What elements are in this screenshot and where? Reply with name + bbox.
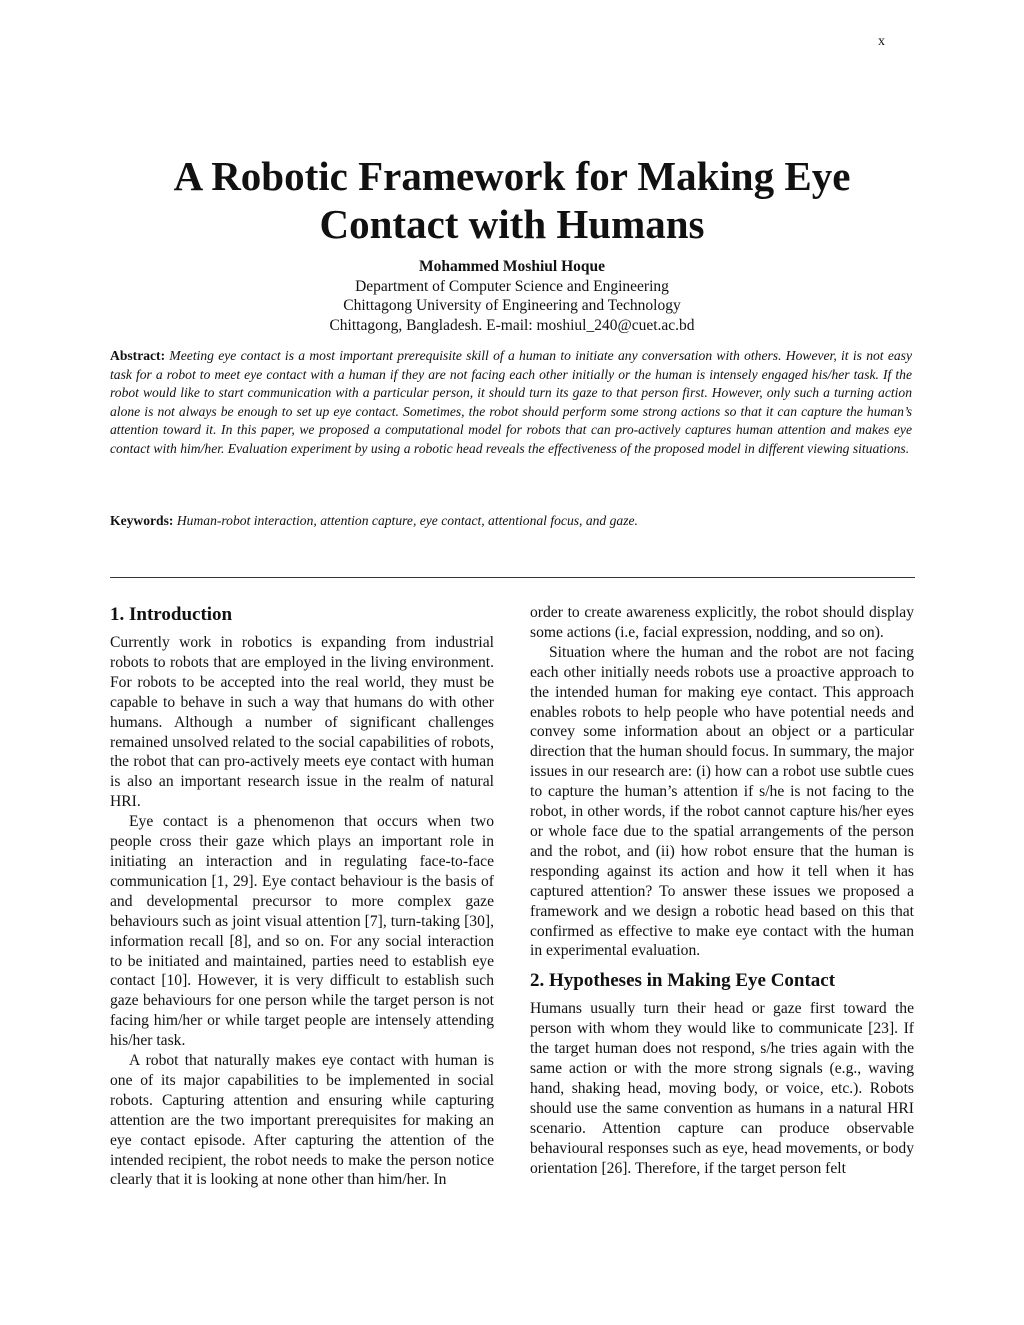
paper-title: A Robotic Framework for Making Eye Contact with Humans [173, 153, 851, 247]
author-block [110, 257, 914, 335]
intro-paragraph-2: Eye contact is a phenomenon that occurs when two people cross their gaze which plays an important role in initiating an interaction and in regulating face-to-face communication [1, 29]. Eye contact behaviour is the basis of and developmental precursor to more complex gaze behaviours such as joint visual attention [7], turn-taking [30], information recall [8], and so on. For any social interaction to be initiated and maintained, parties need to establish eye contact [10]. However, it is very difficult to establish such gaze behaviours for one person while the target person is not facing him/her or while target people are intensely attending his/her task. [110, 813, 494, 1050]
intro-paragraph-1: Currently work in robotics is expanding from industrial robots to robots that are employed in the living environment. For robots to be accepted into the real world, they must be capable to behave in such a way that humans do with other humans. Although a number of significant challenges remained unsolved related to the social capabilities of robots, the robot that can pro-actively meets eye contact with human is also an important research issue in the realm of natural HRI. [110, 634, 494, 811]
abstract-text: Meeting eye contact is a most important prerequisite skill of a human to initiate any conversation with others. However, it is not easy task for a robot to meet eye contact with a human if they are not facing each other initially or the human is intensely engaged his/her task. If the robot would like to start communication with a particular person, it should turn its gaze to that person first. However, only such a turning action alone is not always be enough to set up eye contact. Sometimes, the robot should perform some strong actions so that it can capture the human’s attention toward it. In this paper, we proposed a computational model for robots that can pro-actively captures human attention and makes eye contact with him/her. Evaluation experiment by using a robotic head reveals the effectiveness of the proposed model in different viewing situations. [110, 348, 913, 456]
intro-paragraph-4: order to create awareness explicitly, the robot should display some actions (i.e, facial expression, nodding, and so on). [530, 604, 914, 641]
hypotheses-heading: 2. Hypotheses in Making Eye Contact [530, 970, 836, 992]
keywords-label: Keywords: [110, 513, 174, 528]
section-divider [110, 577, 915, 578]
author-university: Chittagong University of Engineering and Technology [343, 297, 681, 314]
page-marker: x [878, 34, 885, 49]
intro-heading: 1. Introduction [110, 604, 233, 625]
author-name: Mohammed Moshiul Hoque [418, 258, 605, 275]
author-department: Department of Computer Science and Engineering [355, 277, 669, 295]
abstract-label: Abstract: [110, 348, 166, 363]
intro-paragraph-5: Situation where the human and the robot are not facing each other initially needs robots use a proactive approach to the intended human for making eye contact. This approach enables robots to help people who have potential needs and convey some information about an object or a particular direction that the human should focus. In summary, the major issues in our research are: (i) how can a robot use subtle cues to capture the human’s attention if s/he is not facing to the robot, in other words, if the robot cannot capture his/her eyes or whole face due to the spatial arrangements of the person and the robot, and (ii) how robot ensure that the human is responding against its action and how it tell when it has captured attention? To answer these issues we proposed a framework and we design a robotic head based on this that confirmed as effective to make eye contact with the human in experimental evaluation. [530, 643, 914, 960]
left-column [110, 603, 494, 1190]
intro-paragraph-3: A robot that naturally makes eye contact with human is one of its major capabilities to be implemented in social robots. Capturing attention and ensuring while capturing attention are the two important prerequisites for making an eye contact episode. After capturing the attention of the intended recipient, the robot needs to make the person notice clearly that it is looking at none other than him/her. In [110, 1052, 494, 1189]
author-contact: Chittagong, Bangladesh. E-mail: moshiul_240@cuet.ac.bd [329, 316, 695, 334]
abstract [110, 347, 912, 458]
right-column [530, 603, 914, 1178]
keywords [110, 512, 912, 531]
keywords-text: Human-robot interaction, attention capture, eye contact, attentional focus, and gaze. [176, 513, 638, 528]
hypotheses-paragraph-1: Humans usually turn their head or gaze first toward the person with whom they would like to communicate [23]. If the target human does not respond, s/he tries again with the same action or with the more strong signals (e.g., waving hand, shaking head, moving body, or voice, etc.). Robots should use the same convention as humans in a natural HRI scenario. Attention capture can produce observable behavioural responses such as eye, head movements, or body orientation [26]. Therefore, if the target person felt [530, 1000, 914, 1177]
